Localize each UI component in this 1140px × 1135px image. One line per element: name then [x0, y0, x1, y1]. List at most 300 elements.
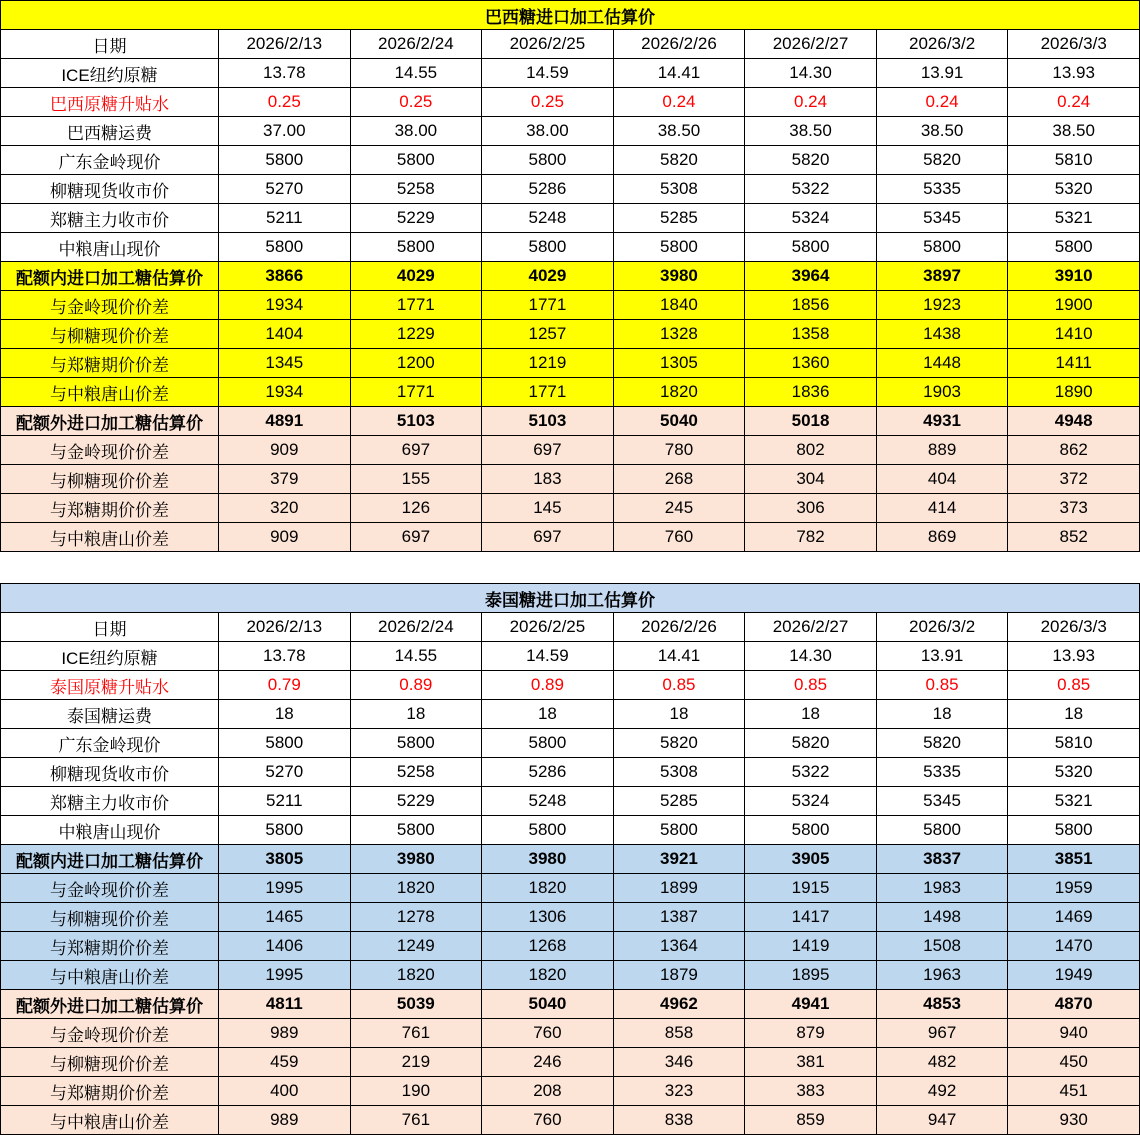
value-cell: 5286 — [482, 175, 614, 204]
value-cell: 372 — [1008, 465, 1140, 494]
date-header-cell: 2026/3/2 — [876, 613, 1008, 642]
value-cell: 13.78 — [219, 642, 351, 671]
table-row — [1, 729, 1140, 758]
value-cell: 5800 — [876, 816, 1008, 845]
value-cell: 14.59 — [482, 642, 614, 671]
value-cell: 1900 — [1008, 291, 1140, 320]
value-cell: 1771 — [482, 291, 614, 320]
value-cell: 5820 — [613, 146, 745, 175]
value-cell: 5308 — [613, 758, 745, 787]
date-row-label: 日期 — [1, 613, 219, 642]
value-cell: 1249 — [350, 932, 482, 961]
value-cell: 1465 — [219, 903, 351, 932]
value-cell: 450 — [1008, 1048, 1140, 1077]
row-label: 柳糖现货收市价 — [1, 175, 219, 204]
row-label: 与中粮唐山价差 — [1, 523, 219, 552]
value-cell: 38.50 — [876, 117, 1008, 146]
value-cell: 1879 — [613, 961, 745, 990]
value-cell: 1934 — [219, 291, 351, 320]
value-cell: 5322 — [745, 175, 877, 204]
value-cell: 1438 — [876, 320, 1008, 349]
row-label: 郑糖主力收市价 — [1, 204, 219, 233]
brazil-sugar-price-table — [0, 0, 1140, 552]
value-cell: 0.85 — [1008, 671, 1140, 700]
value-cell: 5800 — [219, 146, 351, 175]
value-cell: 346 — [613, 1048, 745, 1077]
date-header-cell: 2026/2/24 — [350, 613, 482, 642]
value-cell: 323 — [613, 1077, 745, 1106]
date-header-cell: 2026/2/25 — [482, 613, 614, 642]
table-row — [1, 59, 1140, 88]
row-label: 广东金岭现价 — [1, 146, 219, 175]
value-cell: 13.91 — [876, 59, 1008, 88]
value-cell: 859 — [745, 1106, 877, 1135]
value-cell: 862 — [1008, 436, 1140, 465]
table-row — [1, 523, 1140, 552]
value-cell: 1508 — [876, 932, 1008, 961]
value-cell: 802 — [745, 436, 877, 465]
value-cell: 4941 — [745, 990, 877, 1019]
value-cell: 14.30 — [745, 59, 877, 88]
table-row — [1, 932, 1140, 961]
table-row — [1, 642, 1140, 671]
date-header-cell: 2026/2/27 — [745, 613, 877, 642]
value-cell: 37.00 — [219, 117, 351, 146]
value-cell: 697 — [350, 523, 482, 552]
value-cell: 5258 — [350, 175, 482, 204]
row-label: 与郑糖期价价差 — [1, 932, 219, 961]
value-cell: 1406 — [219, 932, 351, 961]
value-cell: 761 — [350, 1106, 482, 1135]
value-cell: 13.93 — [1008, 642, 1140, 671]
table-row — [1, 88, 1140, 117]
value-cell: 3866 — [219, 262, 351, 291]
table-row — [1, 990, 1140, 1019]
row-label: 与郑糖期价价差 — [1, 349, 219, 378]
value-cell: 5820 — [613, 729, 745, 758]
value-cell: 1840 — [613, 291, 745, 320]
row-label: 中粮唐山现价 — [1, 233, 219, 262]
date-row-label: 日期 — [1, 30, 219, 59]
value-cell: 0.25 — [350, 88, 482, 117]
table-row — [1, 787, 1140, 816]
value-cell: 304 — [745, 465, 877, 494]
table-row — [1, 233, 1140, 262]
row-label: 配额外进口加工糖估算价 — [1, 407, 219, 436]
value-cell: 5324 — [745, 787, 877, 816]
value-cell: 5800 — [350, 729, 482, 758]
value-cell: 947 — [876, 1106, 1008, 1135]
value-cell: 879 — [745, 1019, 877, 1048]
value-cell: 14.30 — [745, 642, 877, 671]
value-cell: 5040 — [613, 407, 745, 436]
row-label: 与中粮唐山价差 — [1, 378, 219, 407]
table-row — [1, 1019, 1140, 1048]
value-cell: 5229 — [350, 787, 482, 816]
value-cell: 0.85 — [613, 671, 745, 700]
value-cell: 4870 — [1008, 990, 1140, 1019]
value-cell: 18 — [482, 700, 614, 729]
value-cell: 760 — [482, 1106, 614, 1135]
row-label: 巴西原糖升贴水 — [1, 88, 219, 117]
value-cell: 5248 — [482, 787, 614, 816]
value-cell: 451 — [1008, 1077, 1140, 1106]
row-label: 与郑糖期价价差 — [1, 1077, 219, 1106]
value-cell: 1306 — [482, 903, 614, 932]
value-cell: 5039 — [350, 990, 482, 1019]
table-row — [1, 436, 1140, 465]
value-cell: 5800 — [350, 233, 482, 262]
value-cell: 5320 — [1008, 175, 1140, 204]
value-cell: 5321 — [1008, 787, 1140, 816]
value-cell: 989 — [219, 1106, 351, 1135]
row-label: ICE纽约原糖 — [1, 642, 219, 671]
value-cell: 1820 — [350, 961, 482, 990]
value-cell: 1358 — [745, 320, 877, 349]
value-cell: 38.50 — [745, 117, 877, 146]
row-label: 中粮唐山现价 — [1, 816, 219, 845]
value-cell: 5258 — [350, 758, 482, 787]
row-label: 与金岭现价价差 — [1, 291, 219, 320]
value-cell: 5320 — [1008, 758, 1140, 787]
value-cell: 126 — [350, 494, 482, 523]
value-cell: 14.55 — [350, 642, 482, 671]
value-cell: 5820 — [876, 729, 1008, 758]
table-title: 巴西糖进口加工估算价 — [1, 1, 1140, 30]
value-cell: 18 — [1008, 700, 1140, 729]
table-row — [1, 1077, 1140, 1106]
value-cell: 0.85 — [745, 671, 877, 700]
value-cell: 1200 — [350, 349, 482, 378]
value-cell: 183 — [482, 465, 614, 494]
date-header-cell: 2026/2/25 — [482, 30, 614, 59]
value-cell: 852 — [1008, 523, 1140, 552]
value-cell: 5211 — [219, 204, 351, 233]
value-cell: 5800 — [1008, 233, 1140, 262]
table-row — [1, 378, 1140, 407]
value-cell: 5800 — [219, 729, 351, 758]
table-row — [1, 262, 1140, 291]
row-label: 与柳糖现价价差 — [1, 320, 219, 349]
row-label: 与柳糖现价价差 — [1, 1048, 219, 1077]
value-cell: 145 — [482, 494, 614, 523]
value-cell: 0.85 — [876, 671, 1008, 700]
row-label: 泰国糖运费 — [1, 700, 219, 729]
value-cell: 373 — [1008, 494, 1140, 523]
value-cell: 400 — [219, 1077, 351, 1106]
value-cell: 5800 — [1008, 816, 1140, 845]
value-cell: 5335 — [876, 175, 1008, 204]
value-cell: 5270 — [219, 175, 351, 204]
value-cell: 1387 — [613, 903, 745, 932]
value-cell: 761 — [350, 1019, 482, 1048]
value-cell: 967 — [876, 1019, 1008, 1048]
value-cell: 0.89 — [482, 671, 614, 700]
value-cell: 1915 — [745, 874, 877, 903]
value-cell: 5285 — [613, 204, 745, 233]
table-title: 泰国糖进口加工估算价 — [1, 584, 1140, 613]
value-cell: 5800 — [482, 816, 614, 845]
value-cell: 482 — [876, 1048, 1008, 1077]
value-cell: 5285 — [613, 787, 745, 816]
value-cell: 219 — [350, 1048, 482, 1077]
value-cell: 0.25 — [482, 88, 614, 117]
value-cell: 5040 — [482, 990, 614, 1019]
value-cell: 5103 — [350, 407, 482, 436]
value-cell: 38.00 — [482, 117, 614, 146]
date-header-cell: 2026/2/26 — [613, 613, 745, 642]
value-cell: 320 — [219, 494, 351, 523]
value-cell: 0.24 — [1008, 88, 1140, 117]
value-cell: 5345 — [876, 787, 1008, 816]
value-cell: 383 — [745, 1077, 877, 1106]
value-cell: 0.89 — [350, 671, 482, 700]
table-row — [1, 671, 1140, 700]
value-cell: 5308 — [613, 175, 745, 204]
value-cell: 1410 — [1008, 320, 1140, 349]
value-cell: 1229 — [350, 320, 482, 349]
value-cell: 3980 — [613, 262, 745, 291]
value-cell: 0.25 — [219, 88, 351, 117]
date-header-cell: 2026/3/3 — [1008, 30, 1140, 59]
row-label: 与金岭现价价差 — [1, 1019, 219, 1048]
value-cell: 5286 — [482, 758, 614, 787]
date-header-cell: 2026/3/3 — [1008, 613, 1140, 642]
value-cell: 5800 — [745, 233, 877, 262]
value-cell: 268 — [613, 465, 745, 494]
value-cell: 5211 — [219, 787, 351, 816]
value-cell: 909 — [219, 523, 351, 552]
value-cell: 5800 — [219, 816, 351, 845]
table-row — [1, 407, 1140, 436]
value-cell: 5248 — [482, 204, 614, 233]
table-row — [1, 961, 1140, 990]
value-cell: 414 — [876, 494, 1008, 523]
row-label: 柳糖现货收市价 — [1, 758, 219, 787]
value-cell: 5800 — [876, 233, 1008, 262]
date-header-cell: 2026/2/13 — [219, 30, 351, 59]
row-label: 配额外进口加工糖估算价 — [1, 990, 219, 1019]
value-cell: 379 — [219, 465, 351, 494]
value-cell: 1404 — [219, 320, 351, 349]
table-row — [1, 1048, 1140, 1077]
value-cell: 5103 — [482, 407, 614, 436]
row-label: 与金岭现价价差 — [1, 874, 219, 903]
value-cell: 1448 — [876, 349, 1008, 378]
value-cell: 1836 — [745, 378, 877, 407]
table-row — [1, 291, 1140, 320]
value-cell: 1963 — [876, 961, 1008, 990]
table-row — [1, 494, 1140, 523]
date-header-row — [1, 30, 1140, 59]
value-cell: 5229 — [350, 204, 482, 233]
table-title-row — [1, 1, 1140, 30]
value-cell: 760 — [482, 1019, 614, 1048]
value-cell: 190 — [350, 1077, 482, 1106]
value-cell: 14.59 — [482, 59, 614, 88]
row-label: 与中粮唐山价差 — [1, 1106, 219, 1135]
value-cell: 1469 — [1008, 903, 1140, 932]
value-cell: 1360 — [745, 349, 877, 378]
value-cell: 5321 — [1008, 204, 1140, 233]
value-cell: 0.24 — [876, 88, 1008, 117]
value-cell: 1257 — [482, 320, 614, 349]
table-row — [1, 146, 1140, 175]
value-cell: 3964 — [745, 262, 877, 291]
value-cell: 782 — [745, 523, 877, 552]
value-cell: 14.41 — [613, 59, 745, 88]
value-cell: 5800 — [482, 233, 614, 262]
value-cell: 5810 — [1008, 146, 1140, 175]
value-cell: 13.78 — [219, 59, 351, 88]
value-cell: 1771 — [482, 378, 614, 407]
value-cell: 858 — [613, 1019, 745, 1048]
value-cell: 5800 — [350, 146, 482, 175]
value-cell: 306 — [745, 494, 877, 523]
value-cell: 3980 — [350, 845, 482, 874]
value-cell: 5335 — [876, 758, 1008, 787]
table-gap — [0, 552, 1140, 583]
value-cell: 1983 — [876, 874, 1008, 903]
value-cell: 14.55 — [350, 59, 482, 88]
table-title-row — [1, 584, 1140, 613]
table-row — [1, 874, 1140, 903]
value-cell: 0.79 — [219, 671, 351, 700]
value-cell: 18 — [876, 700, 1008, 729]
value-cell: 989 — [219, 1019, 351, 1048]
value-cell: 4811 — [219, 990, 351, 1019]
date-header-cell: 2026/2/26 — [613, 30, 745, 59]
value-cell: 1411 — [1008, 349, 1140, 378]
value-cell: 4029 — [482, 262, 614, 291]
table-row — [1, 349, 1140, 378]
value-cell: 18 — [350, 700, 482, 729]
value-cell: 4931 — [876, 407, 1008, 436]
row-label: ICE纽约原糖 — [1, 59, 219, 88]
table-row — [1, 758, 1140, 787]
value-cell: 1820 — [350, 874, 482, 903]
table-row — [1, 117, 1140, 146]
value-cell: 1820 — [613, 378, 745, 407]
value-cell: 5270 — [219, 758, 351, 787]
value-cell: 697 — [350, 436, 482, 465]
row-label: 与郑糖期价价差 — [1, 494, 219, 523]
value-cell: 5018 — [745, 407, 877, 436]
value-cell: 208 — [482, 1077, 614, 1106]
value-cell: 245 — [613, 494, 745, 523]
value-cell: 5800 — [350, 816, 482, 845]
value-cell: 4962 — [613, 990, 745, 1019]
table-row — [1, 204, 1140, 233]
value-cell: 1328 — [613, 320, 745, 349]
value-cell: 1959 — [1008, 874, 1140, 903]
value-cell: 3851 — [1008, 845, 1140, 874]
value-cell: 1268 — [482, 932, 614, 961]
value-cell: 4029 — [350, 262, 482, 291]
date-header-row — [1, 613, 1140, 642]
value-cell: 5820 — [745, 729, 877, 758]
value-cell: 13.93 — [1008, 59, 1140, 88]
row-label: 广东金岭现价 — [1, 729, 219, 758]
row-label: 与柳糖现价价差 — [1, 903, 219, 932]
value-cell: 1890 — [1008, 378, 1140, 407]
table-row — [1, 1106, 1140, 1135]
value-cell: 1995 — [219, 961, 351, 990]
row-label: 巴西糖运费 — [1, 117, 219, 146]
value-cell: 5800 — [219, 233, 351, 262]
value-cell: 1949 — [1008, 961, 1140, 990]
value-cell: 1903 — [876, 378, 1008, 407]
value-cell: 4891 — [219, 407, 351, 436]
value-cell: 1219 — [482, 349, 614, 378]
value-cell: 1923 — [876, 291, 1008, 320]
value-cell: 889 — [876, 436, 1008, 465]
value-cell: 1895 — [745, 961, 877, 990]
value-cell: 155 — [350, 465, 482, 494]
value-cell: 1820 — [482, 874, 614, 903]
row-label: 与金岭现价价差 — [1, 436, 219, 465]
date-header-cell: 2026/2/27 — [745, 30, 877, 59]
value-cell: 5820 — [745, 146, 877, 175]
value-cell: 1470 — [1008, 932, 1140, 961]
row-label: 配额内进口加工糖估算价 — [1, 845, 219, 874]
value-cell: 38.00 — [350, 117, 482, 146]
row-label: 与中粮唐山价差 — [1, 961, 219, 990]
value-cell: 1417 — [745, 903, 877, 932]
value-cell: 5800 — [745, 816, 877, 845]
value-cell: 1934 — [219, 378, 351, 407]
value-cell: 909 — [219, 436, 351, 465]
value-cell: 381 — [745, 1048, 877, 1077]
value-cell: 38.50 — [1008, 117, 1140, 146]
date-header-cell: 2026/2/24 — [350, 30, 482, 59]
value-cell: 0.24 — [613, 88, 745, 117]
value-cell: 1345 — [219, 349, 351, 378]
value-cell: 3980 — [482, 845, 614, 874]
row-label: 郑糖主力收市价 — [1, 787, 219, 816]
value-cell: 1856 — [745, 291, 877, 320]
value-cell: 492 — [876, 1077, 1008, 1106]
value-cell: 838 — [613, 1106, 745, 1135]
value-cell: 5800 — [613, 816, 745, 845]
value-cell: 3805 — [219, 845, 351, 874]
date-header-cell: 2026/3/2 — [876, 30, 1008, 59]
table-row — [1, 175, 1140, 204]
value-cell: 18 — [613, 700, 745, 729]
value-cell: 1820 — [482, 961, 614, 990]
row-label: 配额内进口加工糖估算价 — [1, 262, 219, 291]
value-cell: 0.24 — [745, 88, 877, 117]
value-cell: 5800 — [613, 233, 745, 262]
value-cell: 697 — [482, 523, 614, 552]
value-cell: 3837 — [876, 845, 1008, 874]
value-cell: 14.41 — [613, 642, 745, 671]
thailand-sugar-price-table — [0, 583, 1140, 1135]
value-cell: 1899 — [613, 874, 745, 903]
value-cell: 5800 — [482, 146, 614, 175]
date-header-cell: 2026/2/13 — [219, 613, 351, 642]
table-row — [1, 845, 1140, 874]
value-cell: 1278 — [350, 903, 482, 932]
value-cell: 780 — [613, 436, 745, 465]
value-cell: 3921 — [613, 845, 745, 874]
value-cell: 3897 — [876, 262, 1008, 291]
value-cell: 459 — [219, 1048, 351, 1077]
value-cell: 3910 — [1008, 262, 1140, 291]
row-label: 与柳糖现价价差 — [1, 465, 219, 494]
value-cell: 4948 — [1008, 407, 1140, 436]
value-cell: 760 — [613, 523, 745, 552]
